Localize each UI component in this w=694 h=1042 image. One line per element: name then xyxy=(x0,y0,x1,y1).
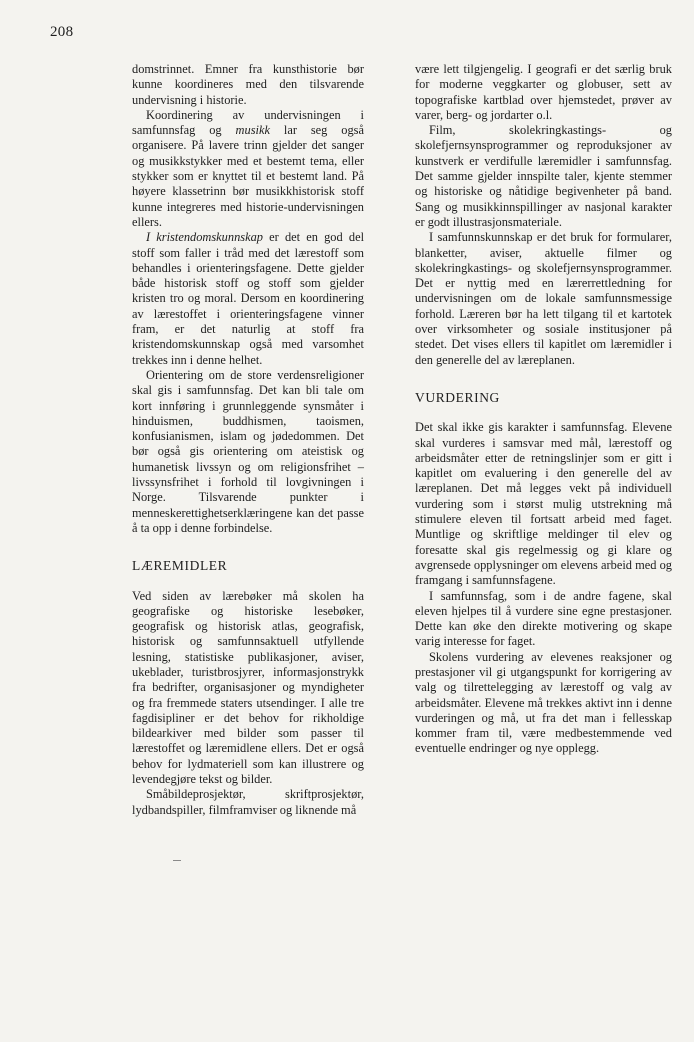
text-run: Koordinering av undervisningen i samfunnsfag og xyxy=(132,107,364,138)
right-column xyxy=(415,62,672,757)
text-run: lar seg også organisere. På lavere trinn gjelder det sanger og musikkstykker med et bestemt tema, eller stykker som er knyttet til et bestemt land. På høyere klassetrinn bør musikkhistorisk stoff kunne integreres med historie-undervisningen ellers. xyxy=(132,123,365,229)
page-number: 208 xyxy=(50,24,74,40)
paragraph xyxy=(132,108,364,230)
paragraph: Film, skolekringkastings- og skolefjernsynsprogrammer og reproduksjoner av kunstverk er verdifulle læremidler i samfunnsfag. Det samme gjelder innspilte taler, kjente stemmer og historiske og nåtidige begivenheter på band. Sang og musikkinnspillinger av nasjonal karakter er godt illustrasjonsmateriale. xyxy=(415,123,672,229)
paragraph: I samfunnsfag, som i de andre fagene, skal eleven hjelpes til å vurdere sine egne prestasjoner. Dette kan øke den direkte motivering og skape varig interesse for faget. xyxy=(415,588,672,649)
left-column xyxy=(132,62,364,818)
section-heading-vurdering: VURDERING xyxy=(415,389,500,405)
paragraph: Orientering om de store verdensreligioner skal gis i samfunnsfag. Det kan bli tale om kort innføring i grunnleggende synsmåter i hinduismen, buddhismen, taoismen, konfusianismen, islam og jødedommen. Det bør også gis orientering om ateistisk og humanetisk livssyn og om religionsfrihet – livssynsfrihet i forhold til lovgivningen i Norge. Tilsvarende punkter i menneskerettighetserklæringene kan det passe å ta opp i denne forbindelse. xyxy=(132,367,364,535)
paragraph: domstrinnet. Emner fra kunsthistorie bør kunne koordineres med den tilsvarende undervisning i historie. xyxy=(132,62,364,107)
paragraph: I samfunnskunnskap er det bruk for formularer, blanketter, aviser, aktuelle filmer og skolekringkastings- og skolefjernsynsprogrammer. Det er nyttig med en lærerrettledning for undervisningen om de lokale samfunnsmessige forhold. Læreren bør ha lett tilgang til et kartotek over virksomheter og sosiale institusjoner på stedet. Det vises ellers til kapitlet om læremidler i den generelle del av læreplanen. xyxy=(415,230,672,367)
emphasis: musikk xyxy=(235,123,270,138)
paragraph: Skolens vurdering av elevenes reaksjoner og prestasjoner vil gi utgangspunkt for korrigering av valg og tilrettelegging av lærestoff og valg av arbeidsmåter. Elevene må trekkes aktivt inn i denne vurderingen og må, ut fra det man i fellesskap kommer fram til, være medbestemmende ved eventuelle endringer og nye opplegg. xyxy=(415,649,672,756)
paragraph: Det skal ikke gis karakter i samfunnsfag. Elevene skal vurderes i samsvar med mål, lærestoff og arbeidsmåter etter de retningslinjer som er gitt i kapitlet om evaluering i den generelle del av læreplanen. Det må legges vekt på individuell vurdering som i størst mulig utstrekning må stimulere eleven til fortsatt arbeid med faget. Muntlige og skriftlige meldinger til elev og foresatte skal gis regelmessig og gi klare og avgrensede opplysninger om elevens arbeid med og framgang i samfunnsfagene. xyxy=(415,420,672,588)
footer-rule xyxy=(173,860,181,861)
paragraph: Ved siden av lærebøker må skolen ha geografiske og historiske lesebøker, geografisk og historisk atlas, geografisk, historisk og samfunnsaktuell utfyllende lesning, statistiske publikasjoner, aviser, ukeblader, turistbrosjyrer, informasjonstrykk fra bedrifter, organisasjoner og myndigheter og fra fremmede staters utsendinger. I alle tre fagdisipliner er det behov for rikholdige bildearkiver med bilder som passer til lærestoffet og læremidlene ellers. Det er også behov for lydmateriell som kan illustrere og levendegjøre tekst og bilder. xyxy=(132,588,364,787)
section-heading-laeremidler: LÆREMIDLER xyxy=(132,558,228,574)
paragraph: være lett tilgjengelig. I geografi er det særlig bruk for moderne veggkarter og globuser, sett av topografiske kartblad over hjemstedet, prøver av varer, berg- og jordarter o.l. xyxy=(415,62,672,122)
text-run: er det en god del stoff som faller i tråd med det lærestoff som behandles i orienteringsfagene. Dette gjelder både historisk stoff og stoff som gjelder kristen tro og moral. Dersom en koordinering av lærestoffet i orienteringsfagene vinner fram, er det naturlig at stoff fra kristendomskunnskap også med varsomhet trekkes inn i denne helhet. xyxy=(132,230,365,367)
emphasis: I kristendomskunnskap xyxy=(146,230,263,245)
paragraph: Småbildeprosjektør, skriftprosjektør, lydbandspiller, filmframviser og liknende må xyxy=(132,787,364,817)
paragraph xyxy=(132,230,364,368)
